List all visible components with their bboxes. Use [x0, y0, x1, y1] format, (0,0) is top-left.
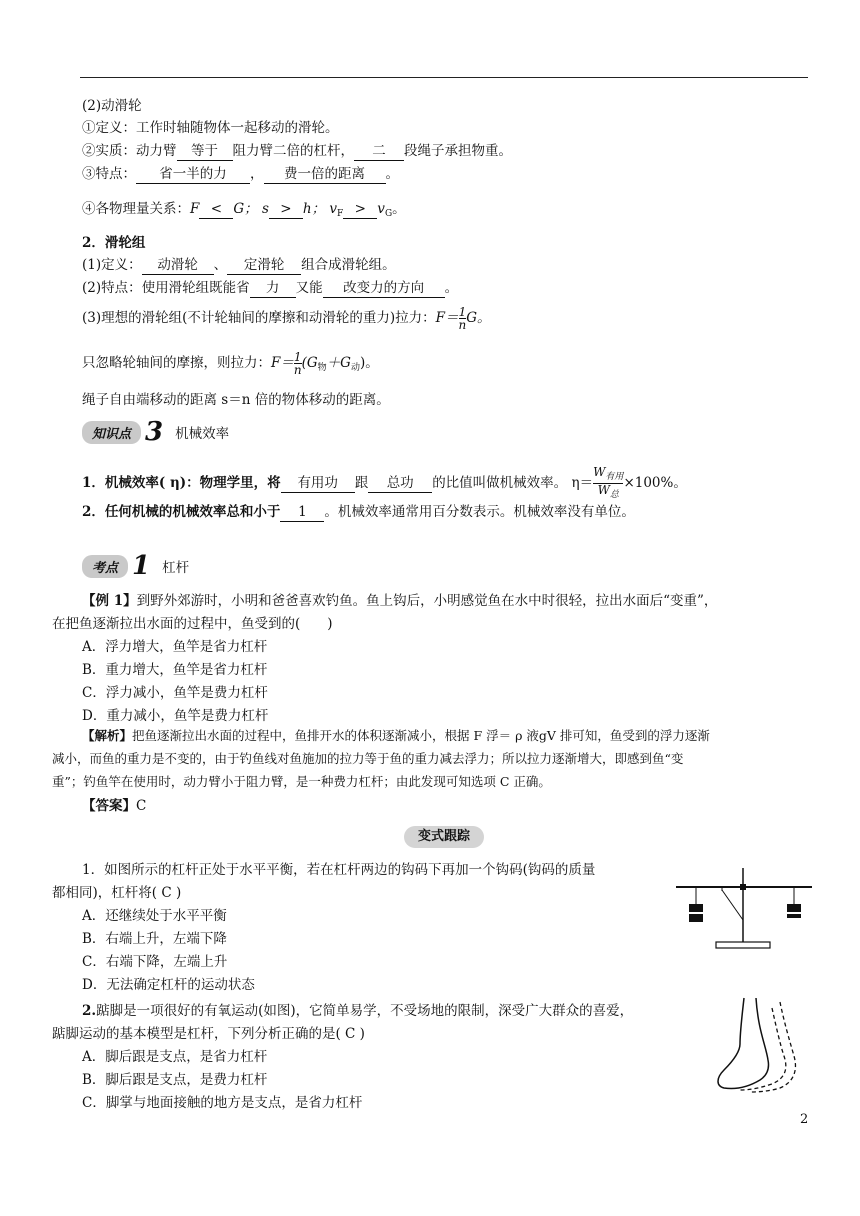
eff-num: W — [593, 465, 606, 479]
pulley-block-definition — [82, 256, 396, 275]
ideal-f: F＝ — [435, 310, 459, 326]
left-weight-1 — [689, 904, 703, 912]
variant-q1-option-a: A．还继续处于水平平衡 — [82, 908, 227, 924]
feat-text-a: (2)特点：使用滑轮组既能省 — [82, 280, 250, 296]
example-option-a: A．浮力增大，鱼竿是省力杠杆 — [82, 639, 268, 655]
fric-den: n — [293, 363, 302, 377]
example-1-question — [82, 592, 717, 610]
relations-text: ④各物理量关系： — [82, 201, 190, 217]
right-weight-2 — [787, 914, 801, 918]
blank-movable-pulley: 动滑轮 — [142, 256, 214, 275]
feature-text-d: 。 — [385, 166, 399, 182]
def-text-a: (1)定义： — [82, 257, 142, 273]
variant-q1-text: 1．如图所示的杠杆正处于水平平衡，若在杠杆两边的钩码下再加一个钩码(钩码的质量 — [82, 862, 596, 878]
symbol-h: h； — [302, 201, 326, 217]
blank-one: 1 — [280, 503, 324, 522]
variant-q2-option-b: B．脚后跟是支点，是费力杠杆 — [82, 1072, 268, 1088]
movable-pulley-feature — [82, 165, 399, 184]
pulley-block-feature — [82, 279, 458, 298]
symbol-v: v — [329, 201, 338, 217]
blank-half-force: 省一半的力 — [136, 165, 250, 184]
answer-value: C — [136, 798, 147, 814]
fric-sub2: 动 — [350, 363, 360, 373]
pulley-block-heading: 2．滑轮组 — [82, 235, 146, 251]
movable-pulley-heading: (2)动滑轮 — [82, 98, 142, 114]
lever-balance-figure — [674, 860, 814, 952]
exam-point-title: 杠杆 — [162, 560, 190, 576]
knowledge-point-3-header — [82, 417, 230, 447]
def-text-c: 、 — [213, 257, 228, 273]
def-text-d: 组合成滑轮组。 — [301, 257, 396, 273]
blank-force: 力 — [250, 279, 296, 298]
movable-pulley-definition: ①定义：工作时轴随物体一起移动的滑轮。 — [82, 120, 339, 136]
blank-greater-than-2: > — [343, 200, 377, 219]
item1-text-a: 1．机械效率( η)：物理学里，将 — [82, 475, 281, 491]
lever-brace — [722, 890, 743, 920]
fric-num: 1 — [293, 350, 302, 364]
ideal-pulley-formula — [82, 306, 491, 331]
variant-q2-number: 2. — [82, 1003, 97, 1019]
blank-double-distance: 费一倍的距离 — [264, 165, 386, 184]
exam-point-tag: 考点 — [82, 555, 128, 578]
eff-den: W — [597, 483, 610, 497]
example-option-b: B．重力增大，鱼竿是省力杠杆 — [82, 662, 268, 678]
efficiency-fraction — [593, 466, 623, 501]
item2-text-a: 2．任何机械的机械效率总和小于 — [82, 504, 281, 520]
variant-practice-badge: 变式跟踪 — [404, 826, 484, 848]
answer-label: 【答案】 — [82, 798, 136, 814]
knowledge-point-number: 3 — [145, 417, 164, 447]
blank-less-than: < — [199, 200, 233, 219]
analysis-line-3: 重”；钓鱼竿在使用时，动力臂小于阻力臂，是一种费力杠杆；由此发现可知选项 C 正确。 — [52, 774, 551, 789]
answer-line — [82, 797, 146, 815]
analysis-label: 【解析】 — [82, 728, 133, 743]
example-label: 【例 1】 — [82, 593, 137, 609]
sub-g: G — [384, 209, 393, 219]
tiptoe-foot-figure — [710, 996, 806, 1094]
example-text-1: 到野外郊游时，小明和爸爸喜欢钓鱼。鱼上钩后，小明感觉鱼在水中时很轻，拉出水面后“变重”， — [136, 593, 718, 609]
item2-text-c: 。机械效率通常用百分数表示。机械效率没有单位。 — [324, 504, 635, 520]
blank-greater-than: > — [269, 200, 303, 219]
blank-two: 二 — [354, 142, 404, 161]
blank-equal: 等于 — [177, 142, 233, 161]
eff-num-sub: 有用 — [605, 472, 624, 482]
exam-point-1-header — [82, 551, 190, 581]
sub-f: F — [337, 209, 344, 219]
friction-pulley-formula — [82, 351, 379, 377]
knowledge-point-title: 机械效率 — [175, 426, 230, 442]
lever-pivot — [740, 884, 746, 890]
symbol-s: s — [261, 201, 269, 217]
ideal-g: G。 — [466, 310, 491, 326]
foot-outline-dashed-2 — [750, 1002, 795, 1092]
knowledge-point-tag: 知识点 — [82, 421, 141, 444]
symbol-g: G； — [233, 201, 258, 217]
left-weight-2 — [689, 914, 703, 922]
variant-q2-text-1: 踮脚是一项很好的有氧运动(如图)，它简单易学，不受场地的限制，深受广大群众的喜爱， — [96, 1003, 634, 1019]
variant-q1-text-cont: 都相同)，杠杆将( C ) — [52, 885, 182, 901]
fric-text: 只忽略轮轴间的摩擦，则拉力： — [82, 355, 271, 371]
variant-q1-option-c: C．右端下降，左端上升 — [82, 954, 228, 970]
movable-pulley-relations — [82, 200, 406, 223]
fric-b: (G — [301, 355, 318, 371]
essence-text-d: 段绳子承担物重。 — [404, 143, 512, 159]
rope-distance: 绳子自由端移动的距离 s＝n 倍的物体移动的距离。 — [82, 392, 390, 408]
blank-fixed-pulley: 定滑轮 — [227, 256, 301, 275]
analysis-line-1 — [82, 727, 710, 745]
feature-text-a: ③特点： — [82, 166, 136, 182]
fric-fraction — [294, 351, 302, 376]
variant-q2-option-a: A．脚后跟是支点，是省力杠杆 — [82, 1049, 268, 1065]
page-number: 2 — [800, 1112, 809, 1127]
blank-useful-work: 有用功 — [281, 474, 355, 493]
ideal-den: n — [458, 318, 467, 332]
essence-text-c: 阻力臂二倍的杠杆， — [232, 143, 354, 159]
example-option-c: C．浮力减小，鱼竿是费力杠杆 — [82, 685, 268, 701]
example-option-d: D．重力减小，鱼竿是费力杠杆 — [82, 708, 269, 724]
symbol-f: F — [190, 201, 200, 217]
feat-text-d: 。 — [444, 280, 459, 296]
analysis-line-2: 减小，而鱼的重力是不变的，由于钓鱼线对鱼施加的拉力等于鱼的重力减去浮力；所以拉力逐渐增大，即感到鱼“变 — [52, 751, 684, 766]
ideal-num: 1 — [458, 305, 467, 319]
variant-q1-option-b: B．右端上升，左端下降 — [82, 931, 227, 947]
fric-f: F＝ — [271, 355, 294, 371]
fric-d: )。 — [360, 355, 379, 371]
variant-q2-text — [82, 1002, 633, 1020]
right-weight-1 — [787, 904, 801, 912]
relations-end: 。 — [392, 201, 406, 217]
item1-text-c: 跟 — [354, 475, 369, 491]
lever-base — [716, 942, 770, 948]
ideal-text: (3)理想的滑轮组(不计轮轴间的摩擦和动滑轮的重力)拉力： — [82, 310, 436, 326]
header-rule — [80, 77, 808, 78]
movable-pulley-essence — [82, 142, 512, 161]
item1-text-e: ×100%。 — [623, 475, 687, 491]
example-1-question-cont: 在把鱼逐渐拉出水面的过程中，鱼受到的( ) — [52, 616, 333, 632]
efficiency-definition — [82, 466, 687, 501]
fric-sub1: 物 — [317, 363, 327, 373]
variant-q1-option-d: D．无法确定杠杆的运动状态 — [82, 977, 255, 993]
feature-text-c: ， — [250, 166, 264, 182]
symbol-v2: v — [377, 201, 385, 217]
essence-text-a: ②实质：动力臂 — [82, 143, 177, 159]
feat-text-c: 又能 — [295, 280, 323, 296]
variant-q2-text-cont: 踮脚运动的基本模型是杠杆，下列分析正确的是( C ) — [52, 1026, 365, 1042]
foot-outline — [718, 998, 769, 1089]
efficiency-less-than-one — [82, 503, 635, 522]
blank-change-direction: 改变力的方向 — [323, 279, 445, 298]
exam-point-number: 1 — [132, 551, 151, 581]
fric-c: ＋G — [326, 355, 351, 371]
analysis-text-1: 把鱼逐渐拉出水面的过程中，鱼排开水的体积逐渐减小，根据 F 浮＝ ρ 液gV 排可知，鱼受到的浮力逐渐 — [132, 728, 710, 743]
blank-total-work: 总功 — [368, 474, 432, 493]
eff-den-sub: 总 — [609, 490, 619, 500]
variant-q2-option-c: C．脚掌与地面接触的地方是支点，是省力杠杆 — [82, 1095, 363, 1111]
item1-text-d: 的比值叫做机械效率。 η＝ — [432, 475, 594, 491]
